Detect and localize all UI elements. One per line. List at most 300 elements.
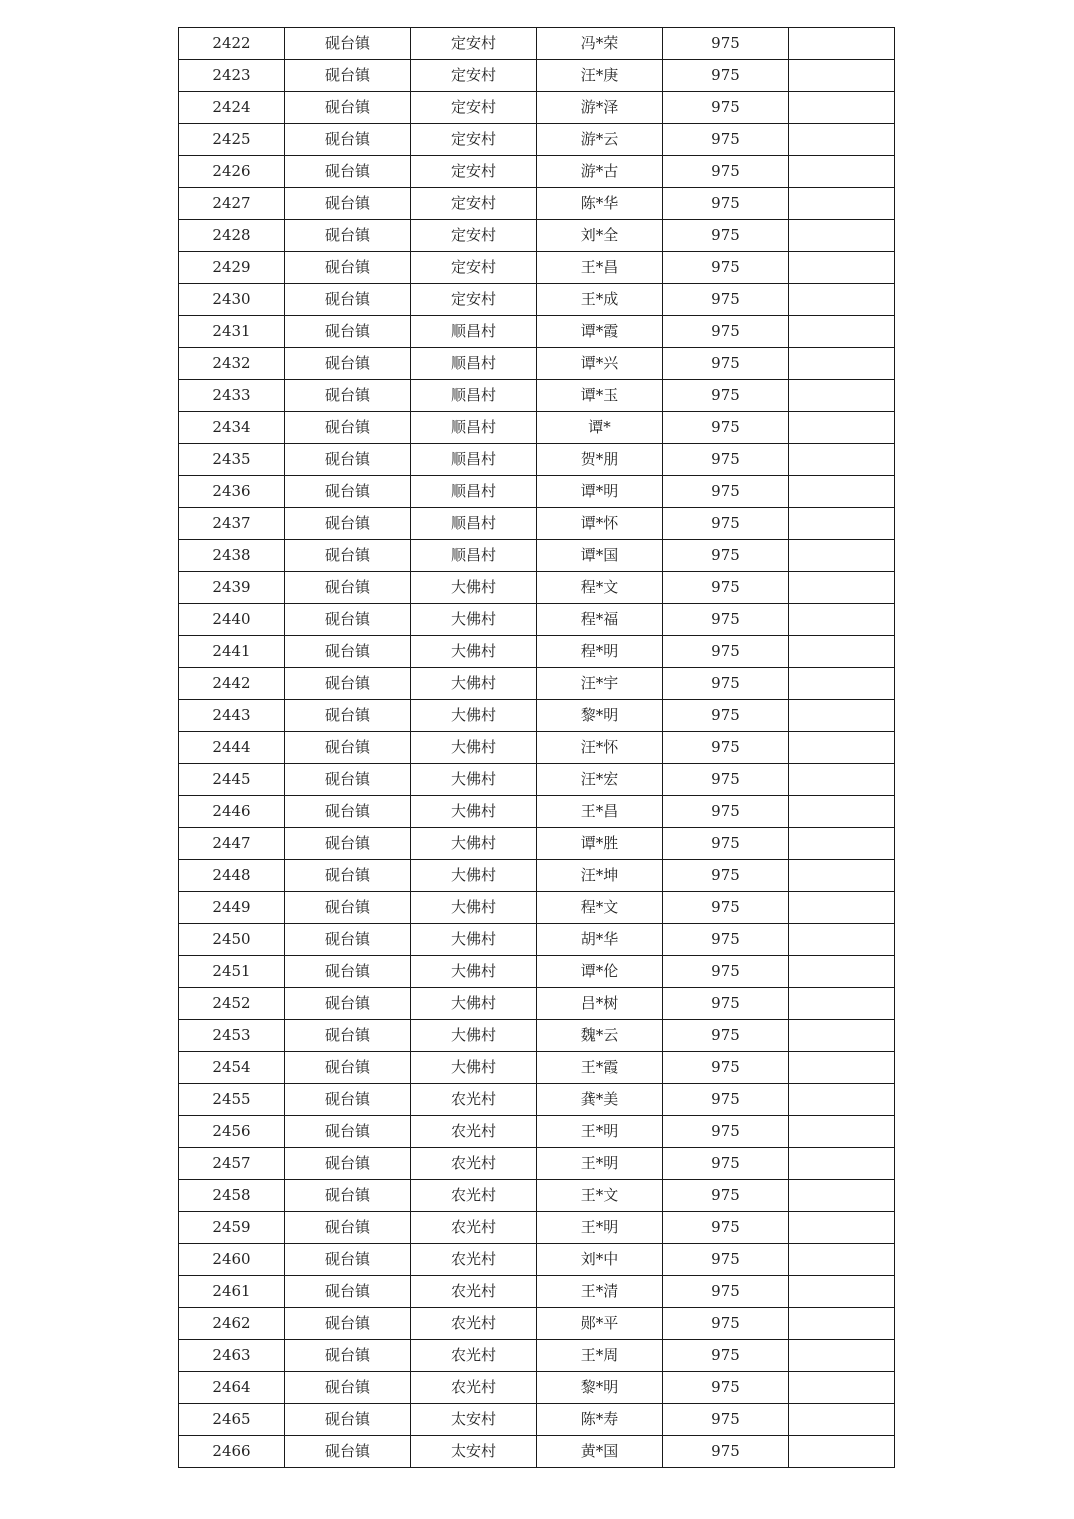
serial-number-cell: 2452 <box>179 988 285 1020</box>
name-cell: 刘*全 <box>537 220 663 252</box>
name-cell: 王*清 <box>537 1276 663 1308</box>
village-cell: 大佛村 <box>411 860 537 892</box>
serial-number-cell: 2422 <box>179 28 285 60</box>
remark-cell <box>789 732 895 764</box>
table-row <box>179 1404 895 1436</box>
table-row <box>179 1372 895 1404</box>
table-row <box>179 860 895 892</box>
remark-cell <box>789 476 895 508</box>
table-row <box>179 60 895 92</box>
table-row <box>179 316 895 348</box>
remark-cell <box>789 700 895 732</box>
name-cell: 汪*宇 <box>537 668 663 700</box>
table-row <box>179 1148 895 1180</box>
village-cell: 定安村 <box>411 156 537 188</box>
serial-number-cell: 2423 <box>179 60 285 92</box>
village-cell: 顺昌村 <box>411 348 537 380</box>
village-cell: 顺昌村 <box>411 412 537 444</box>
name-cell: 郧*平 <box>537 1308 663 1340</box>
table-row <box>179 124 895 156</box>
name-cell: 黎*明 <box>537 1372 663 1404</box>
village-cell: 定安村 <box>411 188 537 220</box>
serial-number-cell: 2456 <box>179 1116 285 1148</box>
serial-number-cell: 2432 <box>179 348 285 380</box>
town-cell: 砚台镇 <box>285 412 411 444</box>
serial-number-cell: 2431 <box>179 316 285 348</box>
village-cell: 大佛村 <box>411 956 537 988</box>
table-row <box>179 1052 895 1084</box>
town-cell: 砚台镇 <box>285 988 411 1020</box>
amount-cell: 975 <box>663 476 789 508</box>
table-row <box>179 1308 895 1340</box>
amount-cell: 975 <box>663 604 789 636</box>
amount-cell: 975 <box>663 188 789 220</box>
amount-cell: 975 <box>663 700 789 732</box>
serial-number-cell: 2430 <box>179 284 285 316</box>
remark-cell <box>789 284 895 316</box>
table-row <box>179 1020 895 1052</box>
name-cell: 王*文 <box>537 1180 663 1212</box>
table-row <box>179 604 895 636</box>
amount-cell: 975 <box>663 92 789 124</box>
town-cell: 砚台镇 <box>285 508 411 540</box>
village-cell: 定安村 <box>411 60 537 92</box>
town-cell: 砚台镇 <box>285 156 411 188</box>
village-cell: 农光村 <box>411 1372 537 1404</box>
town-cell: 砚台镇 <box>285 1052 411 1084</box>
table-row <box>179 284 895 316</box>
town-cell: 砚台镇 <box>285 1404 411 1436</box>
village-cell: 顺昌村 <box>411 444 537 476</box>
table-row <box>179 1212 895 1244</box>
amount-cell: 975 <box>663 444 789 476</box>
remark-cell <box>789 572 895 604</box>
serial-number-cell: 2428 <box>179 220 285 252</box>
remark-cell <box>789 1180 895 1212</box>
remark-cell <box>789 380 895 412</box>
serial-number-cell: 2465 <box>179 1404 285 1436</box>
village-cell: 太安村 <box>411 1436 537 1468</box>
table-row <box>179 412 895 444</box>
amount-cell: 975 <box>663 156 789 188</box>
town-cell: 砚台镇 <box>285 1436 411 1468</box>
name-cell: 程*文 <box>537 892 663 924</box>
name-cell: 龚*美 <box>537 1084 663 1116</box>
town-cell: 砚台镇 <box>285 1020 411 1052</box>
serial-number-cell: 2445 <box>179 764 285 796</box>
village-cell: 农光村 <box>411 1276 537 1308</box>
serial-number-cell: 2466 <box>179 1436 285 1468</box>
amount-cell: 975 <box>663 732 789 764</box>
amount-cell: 975 <box>663 572 789 604</box>
town-cell: 砚台镇 <box>285 604 411 636</box>
name-cell: 陈*华 <box>537 188 663 220</box>
serial-number-cell: 2446 <box>179 796 285 828</box>
serial-number-cell: 2444 <box>179 732 285 764</box>
town-cell: 砚台镇 <box>285 252 411 284</box>
subsidy-table <box>178 27 895 1468</box>
amount-cell: 975 <box>663 1052 789 1084</box>
remark-cell <box>789 252 895 284</box>
serial-number-cell: 2438 <box>179 540 285 572</box>
table-row <box>179 668 895 700</box>
serial-number-cell: 2459 <box>179 1212 285 1244</box>
remark-cell <box>789 828 895 860</box>
name-cell: 王*霞 <box>537 1052 663 1084</box>
remark-cell <box>789 1436 895 1468</box>
subsidy-table-container <box>178 27 894 1468</box>
table-row <box>179 892 895 924</box>
village-cell: 农光村 <box>411 1340 537 1372</box>
table-row <box>179 508 895 540</box>
remark-cell <box>789 316 895 348</box>
table-row <box>179 572 895 604</box>
name-cell: 王*昌 <box>537 252 663 284</box>
village-cell: 农光村 <box>411 1180 537 1212</box>
remark-cell <box>789 860 895 892</box>
serial-number-cell: 2453 <box>179 1020 285 1052</box>
village-cell: 农光村 <box>411 1308 537 1340</box>
remark-cell <box>789 796 895 828</box>
amount-cell: 975 <box>663 60 789 92</box>
name-cell: 汪*宏 <box>537 764 663 796</box>
name-cell: 谭*兴 <box>537 348 663 380</box>
name-cell: 黎*明 <box>537 700 663 732</box>
village-cell: 大佛村 <box>411 1052 537 1084</box>
table-row <box>179 700 895 732</box>
town-cell: 砚台镇 <box>285 668 411 700</box>
serial-number-cell: 2436 <box>179 476 285 508</box>
name-cell: 胡*华 <box>537 924 663 956</box>
remark-cell <box>789 92 895 124</box>
village-cell: 大佛村 <box>411 796 537 828</box>
table-row <box>179 220 895 252</box>
amount-cell: 975 <box>663 1020 789 1052</box>
remark-cell <box>789 1052 895 1084</box>
name-cell: 魏*云 <box>537 1020 663 1052</box>
serial-number-cell: 2427 <box>179 188 285 220</box>
remark-cell <box>789 28 895 60</box>
amount-cell: 975 <box>663 316 789 348</box>
town-cell: 砚台镇 <box>285 124 411 156</box>
town-cell: 砚台镇 <box>285 1372 411 1404</box>
village-cell: 大佛村 <box>411 924 537 956</box>
village-cell: 大佛村 <box>411 764 537 796</box>
name-cell: 谭*国 <box>537 540 663 572</box>
town-cell: 砚台镇 <box>285 476 411 508</box>
name-cell: 王*明 <box>537 1148 663 1180</box>
name-cell: 程*福 <box>537 604 663 636</box>
name-cell: 王*明 <box>537 1212 663 1244</box>
amount-cell: 975 <box>663 668 789 700</box>
table-row <box>179 1436 895 1468</box>
town-cell: 砚台镇 <box>285 1340 411 1372</box>
remark-cell <box>789 412 895 444</box>
remark-cell <box>789 1244 895 1276</box>
serial-number-cell: 2462 <box>179 1308 285 1340</box>
town-cell: 砚台镇 <box>285 1212 411 1244</box>
serial-number-cell: 2455 <box>179 1084 285 1116</box>
amount-cell: 975 <box>663 124 789 156</box>
table-row <box>179 252 895 284</box>
village-cell: 大佛村 <box>411 892 537 924</box>
town-cell: 砚台镇 <box>285 764 411 796</box>
amount-cell: 975 <box>663 540 789 572</box>
name-cell: 陈*寿 <box>537 1404 663 1436</box>
serial-number-cell: 2464 <box>179 1372 285 1404</box>
remark-cell <box>789 892 895 924</box>
town-cell: 砚台镇 <box>285 316 411 348</box>
table-row <box>179 956 895 988</box>
serial-number-cell: 2435 <box>179 444 285 476</box>
amount-cell: 975 <box>663 1308 789 1340</box>
amount-cell: 975 <box>663 1084 789 1116</box>
name-cell: 汪*庚 <box>537 60 663 92</box>
town-cell: 砚台镇 <box>285 1244 411 1276</box>
town-cell: 砚台镇 <box>285 924 411 956</box>
name-cell: 王*成 <box>537 284 663 316</box>
serial-number-cell: 2457 <box>179 1148 285 1180</box>
village-cell: 定安村 <box>411 284 537 316</box>
town-cell: 砚台镇 <box>285 1180 411 1212</box>
town-cell: 砚台镇 <box>285 28 411 60</box>
remark-cell <box>789 156 895 188</box>
town-cell: 砚台镇 <box>285 1116 411 1148</box>
serial-number-cell: 2442 <box>179 668 285 700</box>
table-row <box>179 444 895 476</box>
remark-cell <box>789 636 895 668</box>
remark-cell <box>789 924 895 956</box>
town-cell: 砚台镇 <box>285 348 411 380</box>
remark-cell <box>789 764 895 796</box>
name-cell: 汪*坤 <box>537 860 663 892</box>
serial-number-cell: 2460 <box>179 1244 285 1276</box>
town-cell: 砚台镇 <box>285 732 411 764</box>
remark-cell <box>789 1340 895 1372</box>
table-row <box>179 348 895 380</box>
table-row <box>179 924 895 956</box>
remark-cell <box>789 60 895 92</box>
amount-cell: 975 <box>663 508 789 540</box>
serial-number-cell: 2439 <box>179 572 285 604</box>
village-cell: 农光村 <box>411 1116 537 1148</box>
serial-number-cell: 2443 <box>179 700 285 732</box>
village-cell: 大佛村 <box>411 1020 537 1052</box>
village-cell: 农光村 <box>411 1148 537 1180</box>
village-cell: 大佛村 <box>411 700 537 732</box>
amount-cell: 975 <box>663 348 789 380</box>
name-cell: 刘*中 <box>537 1244 663 1276</box>
amount-cell: 975 <box>663 412 789 444</box>
name-cell: 汪*怀 <box>537 732 663 764</box>
serial-number-cell: 2451 <box>179 956 285 988</box>
amount-cell: 975 <box>663 636 789 668</box>
table-row <box>179 1244 895 1276</box>
table-row <box>179 1276 895 1308</box>
serial-number-cell: 2458 <box>179 1180 285 1212</box>
town-cell: 砚台镇 <box>285 540 411 572</box>
town-cell: 砚台镇 <box>285 1276 411 1308</box>
village-cell: 顺昌村 <box>411 316 537 348</box>
amount-cell: 975 <box>663 1404 789 1436</box>
town-cell: 砚台镇 <box>285 220 411 252</box>
name-cell: 谭*怀 <box>537 508 663 540</box>
remark-cell <box>789 988 895 1020</box>
serial-number-cell: 2437 <box>179 508 285 540</box>
name-cell: 谭*伦 <box>537 956 663 988</box>
village-cell: 农光村 <box>411 1084 537 1116</box>
amount-cell: 975 <box>663 28 789 60</box>
table-row <box>179 156 895 188</box>
name-cell: 吕*树 <box>537 988 663 1020</box>
town-cell: 砚台镇 <box>285 92 411 124</box>
town-cell: 砚台镇 <box>285 444 411 476</box>
amount-cell: 975 <box>663 1372 789 1404</box>
town-cell: 砚台镇 <box>285 1148 411 1180</box>
name-cell: 贺*朋 <box>537 444 663 476</box>
remark-cell <box>789 1020 895 1052</box>
amount-cell: 975 <box>663 1148 789 1180</box>
table-row <box>179 1084 895 1116</box>
amount-cell: 975 <box>663 1180 789 1212</box>
town-cell: 砚台镇 <box>285 828 411 860</box>
table-row <box>179 636 895 668</box>
remark-cell <box>789 188 895 220</box>
remark-cell <box>789 1084 895 1116</box>
village-cell: 顺昌村 <box>411 508 537 540</box>
town-cell: 砚台镇 <box>285 636 411 668</box>
serial-number-cell: 2448 <box>179 860 285 892</box>
amount-cell: 975 <box>663 220 789 252</box>
name-cell: 王*明 <box>537 1116 663 1148</box>
serial-number-cell: 2450 <box>179 924 285 956</box>
town-cell: 砚台镇 <box>285 956 411 988</box>
town-cell: 砚台镇 <box>285 60 411 92</box>
amount-cell: 975 <box>663 1116 789 1148</box>
village-cell: 大佛村 <box>411 668 537 700</box>
village-cell: 农光村 <box>411 1244 537 1276</box>
serial-number-cell: 2449 <box>179 892 285 924</box>
remark-cell <box>789 124 895 156</box>
town-cell: 砚台镇 <box>285 1308 411 1340</box>
table-row <box>179 28 895 60</box>
amount-cell: 975 <box>663 252 789 284</box>
town-cell: 砚台镇 <box>285 188 411 220</box>
village-cell: 顺昌村 <box>411 380 537 412</box>
village-cell: 大佛村 <box>411 732 537 764</box>
name-cell: 王*昌 <box>537 796 663 828</box>
town-cell: 砚台镇 <box>285 892 411 924</box>
town-cell: 砚台镇 <box>285 796 411 828</box>
table-row <box>179 988 895 1020</box>
remark-cell <box>789 1404 895 1436</box>
name-cell: 谭*明 <box>537 476 663 508</box>
table-row <box>179 476 895 508</box>
serial-number-cell: 2447 <box>179 828 285 860</box>
amount-cell: 975 <box>663 988 789 1020</box>
remark-cell <box>789 1212 895 1244</box>
village-cell: 定安村 <box>411 124 537 156</box>
name-cell: 谭*胜 <box>537 828 663 860</box>
table-row <box>179 796 895 828</box>
amount-cell: 975 <box>663 284 789 316</box>
serial-number-cell: 2440 <box>179 604 285 636</box>
table-row <box>179 1340 895 1372</box>
serial-number-cell: 2433 <box>179 380 285 412</box>
remark-cell <box>789 1116 895 1148</box>
name-cell: 程*文 <box>537 572 663 604</box>
amount-cell: 975 <box>663 1436 789 1468</box>
remark-cell <box>789 1308 895 1340</box>
town-cell: 砚台镇 <box>285 380 411 412</box>
table-row <box>179 1180 895 1212</box>
town-cell: 砚台镇 <box>285 284 411 316</box>
village-cell: 定安村 <box>411 252 537 284</box>
town-cell: 砚台镇 <box>285 860 411 892</box>
amount-cell: 975 <box>663 380 789 412</box>
remark-cell <box>789 1276 895 1308</box>
table-row <box>179 188 895 220</box>
amount-cell: 975 <box>663 1212 789 1244</box>
name-cell: 冯*荣 <box>537 28 663 60</box>
village-cell: 农光村 <box>411 1212 537 1244</box>
amount-cell: 975 <box>663 796 789 828</box>
village-cell: 大佛村 <box>411 828 537 860</box>
amount-cell: 975 <box>663 956 789 988</box>
name-cell: 黄*国 <box>537 1436 663 1468</box>
town-cell: 砚台镇 <box>285 700 411 732</box>
table-row <box>179 764 895 796</box>
village-cell: 大佛村 <box>411 572 537 604</box>
name-cell: 谭*玉 <box>537 380 663 412</box>
serial-number-cell: 2429 <box>179 252 285 284</box>
serial-number-cell: 2454 <box>179 1052 285 1084</box>
amount-cell: 975 <box>663 764 789 796</box>
remark-cell <box>789 220 895 252</box>
amount-cell: 975 <box>663 1244 789 1276</box>
remark-cell <box>789 540 895 572</box>
village-cell: 定安村 <box>411 28 537 60</box>
remark-cell <box>789 1372 895 1404</box>
village-cell: 顺昌村 <box>411 476 537 508</box>
town-cell: 砚台镇 <box>285 1084 411 1116</box>
remark-cell <box>789 668 895 700</box>
name-cell: 谭* <box>537 412 663 444</box>
village-cell: 大佛村 <box>411 988 537 1020</box>
table-body <box>179 28 895 1468</box>
table-row <box>179 828 895 860</box>
name-cell: 游*古 <box>537 156 663 188</box>
table-row <box>179 92 895 124</box>
town-cell: 砚台镇 <box>285 572 411 604</box>
serial-number-cell: 2425 <box>179 124 285 156</box>
amount-cell: 975 <box>663 892 789 924</box>
amount-cell: 975 <box>663 924 789 956</box>
remark-cell <box>789 1148 895 1180</box>
name-cell: 游*云 <box>537 124 663 156</box>
village-cell: 定安村 <box>411 92 537 124</box>
remark-cell <box>789 348 895 380</box>
name-cell: 程*明 <box>537 636 663 668</box>
remark-cell <box>789 444 895 476</box>
table-row <box>179 540 895 572</box>
amount-cell: 975 <box>663 1276 789 1308</box>
serial-number-cell: 2426 <box>179 156 285 188</box>
remark-cell <box>789 956 895 988</box>
serial-number-cell: 2424 <box>179 92 285 124</box>
serial-number-cell: 2441 <box>179 636 285 668</box>
village-cell: 定安村 <box>411 220 537 252</box>
